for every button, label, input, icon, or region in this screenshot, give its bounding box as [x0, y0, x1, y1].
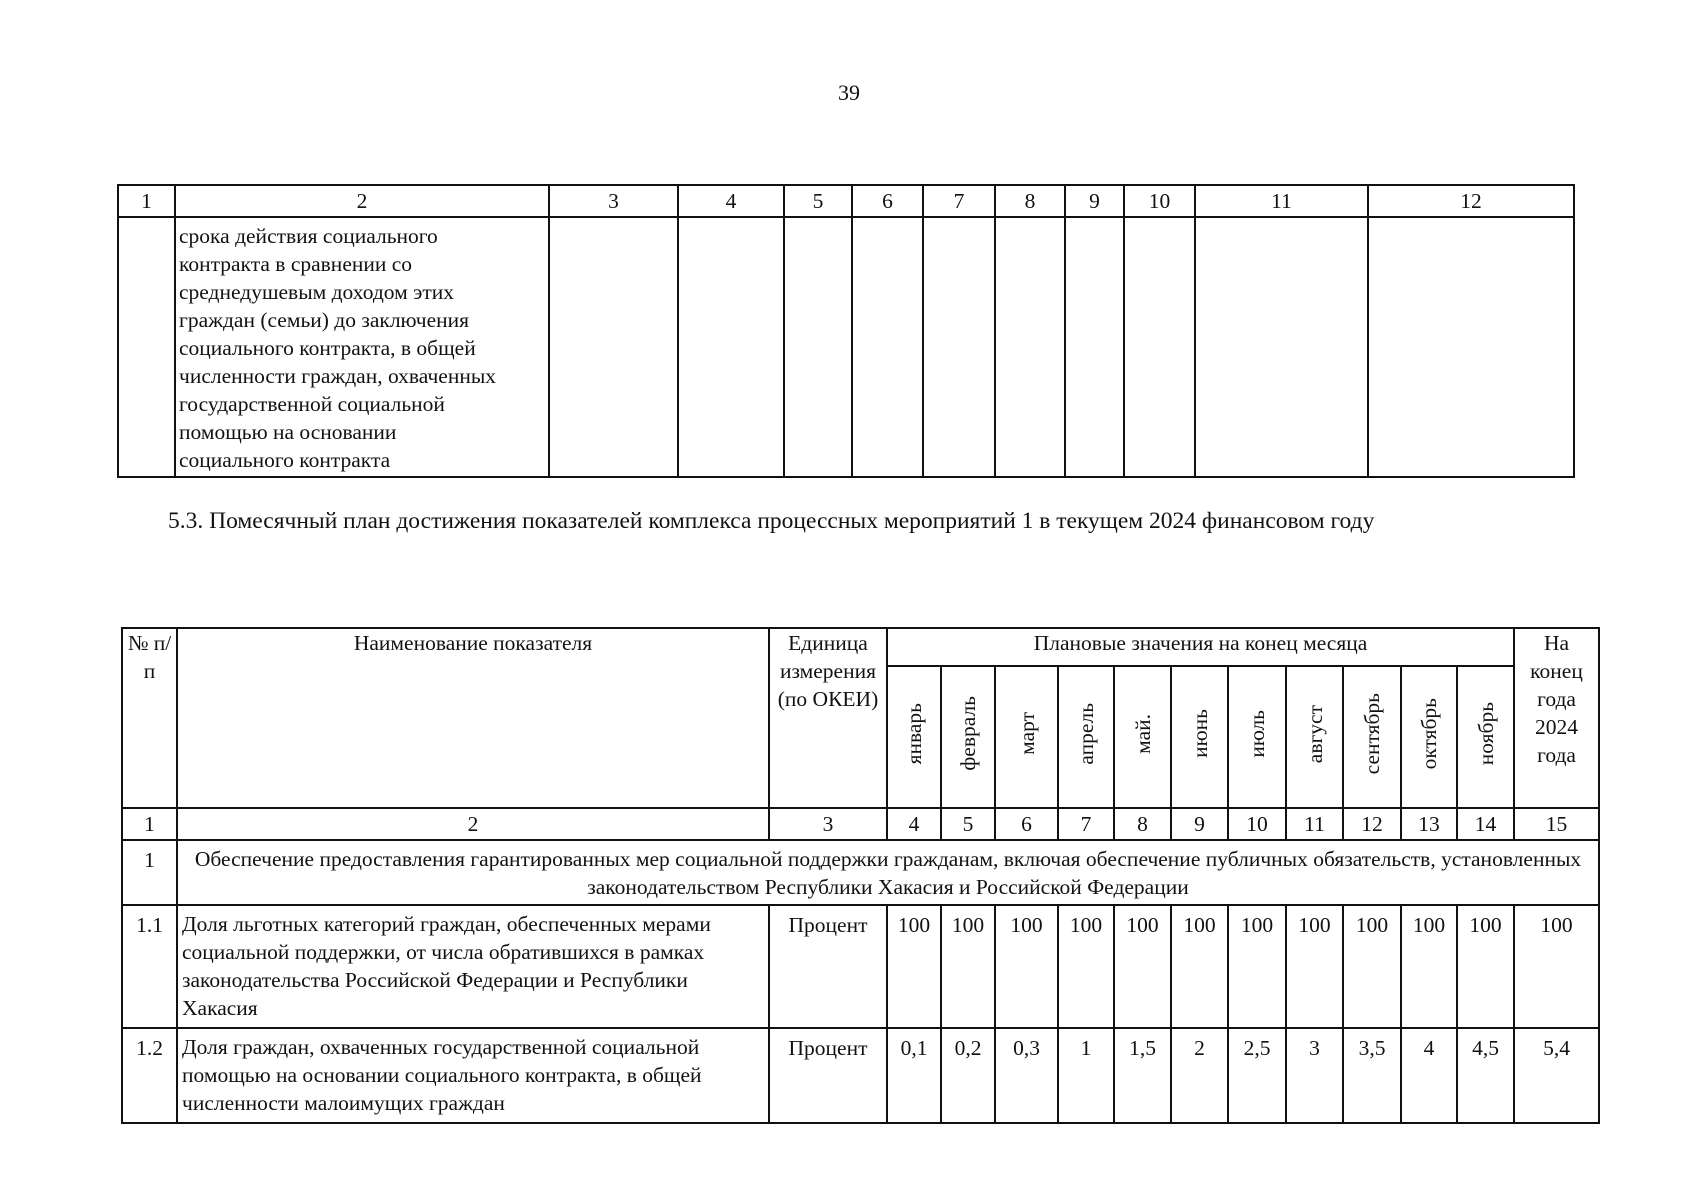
header-year-end: На конец года 2024 года [1514, 628, 1599, 808]
group-number: 1 [122, 840, 177, 905]
section-title: 5.3. Помесячный план достижения показателей комплекса процессных мероприятий 1 в текущем 2024 финансовом году [168, 508, 1375, 534]
month-header-may [1114, 666, 1171, 808]
description-line: среднедушевым доходом этих [179, 280, 454, 304]
value-october: 100 [1401, 905, 1457, 1028]
continued-table-header-row [118, 185, 1574, 217]
column-number-7: 7 [923, 185, 995, 217]
empty-cell [1124, 217, 1195, 477]
value-february: 100 [941, 905, 995, 1028]
header-plan-values: Плановые значения на конец месяца [887, 628, 1514, 666]
column-number: 15 [1514, 808, 1599, 840]
month-label: октябрь [1417, 698, 1441, 770]
column-number-4: 4 [678, 185, 784, 217]
group-row [122, 840, 1599, 905]
column-number-9: 9 [1065, 185, 1124, 217]
header-row-number: № п/п [122, 628, 177, 808]
row-number: 1.1 [122, 905, 177, 1028]
column-number: 2 [177, 808, 769, 840]
month-label: июль [1245, 709, 1269, 758]
month-header-april [1058, 666, 1114, 808]
description-line: государственной социальной [179, 392, 445, 416]
column-number: 3 [769, 808, 887, 840]
empty-cell [995, 217, 1065, 477]
indicator-name: Доля граждан, охваченных государственной социальной помощью на основании социального контракта, в общей численности малоимущих граждан [177, 1028, 769, 1123]
value-june: 2 [1171, 1028, 1228, 1123]
column-number: 10 [1228, 808, 1286, 840]
column-number: 8 [1114, 808, 1171, 840]
value-march: 100 [995, 905, 1058, 1028]
continued-table [117, 184, 1575, 478]
column-number-1: 1 [118, 185, 175, 217]
column-number: 6 [995, 808, 1058, 840]
value-may: 100 [1114, 905, 1171, 1028]
column-number-11: 11 [1195, 185, 1368, 217]
value-july: 100 [1228, 905, 1286, 1028]
row-number: 1.2 [122, 1028, 177, 1123]
month-header-february [941, 666, 995, 808]
column-number: 12 [1343, 808, 1401, 840]
column-number-6: 6 [852, 185, 923, 217]
description-line: социального контракта [179, 448, 391, 472]
month-header-march [995, 666, 1058, 808]
description-line: граждан (семьи) до заключения [179, 308, 470, 332]
month-label: февраль [956, 696, 980, 772]
description-line: социального контракта, в общей [179, 336, 476, 360]
value-july: 2,5 [1228, 1028, 1286, 1123]
month-label: июнь [1187, 709, 1212, 759]
column-number-3: 3 [549, 185, 678, 217]
monthly-plan-table [121, 627, 1600, 1124]
value-year-end: 100 [1514, 905, 1599, 1028]
group-title: Обеспечение предоставления гарантированных мер социальной поддержки гражданам, включая обеспечение публичных обязательств, установленных законодательством Республики Хакасия и Российской Федерации [177, 840, 1599, 905]
unit-cell: Процент [769, 1028, 887, 1123]
value-june: 100 [1171, 905, 1228, 1028]
column-numbers-row [122, 808, 1599, 840]
month-header-january [887, 666, 941, 808]
month-label: апрель [1074, 702, 1098, 765]
header-indicator-name: Наименование показателя [177, 628, 769, 808]
continued-table-row [118, 217, 1574, 477]
value-august: 100 [1286, 905, 1343, 1028]
value-october: 4 [1401, 1028, 1457, 1123]
column-number-5: 5 [784, 185, 852, 217]
monthly-table-header [122, 628, 1599, 666]
column-number-2: 2 [175, 185, 549, 217]
value-year-end: 5,4 [1514, 1028, 1599, 1123]
value-april: 1 [1058, 1028, 1114, 1123]
value-february: 0,2 [941, 1028, 995, 1123]
indicator-name: Доля льготных категорий граждан, обеспеченных мерами социальной поддержки, от числа обратившихся в рамках законодательства Российской Федерации и Республики Хакасия [177, 905, 769, 1028]
month-header-october [1401, 666, 1457, 808]
value-september: 100 [1343, 905, 1401, 1028]
month-label: март [1014, 712, 1039, 756]
column-number: 5 [941, 808, 995, 840]
month-header-september [1343, 666, 1401, 808]
description-line: помощью на основании [179, 420, 397, 444]
table-row [122, 905, 1599, 1028]
column-number: 11 [1286, 808, 1343, 840]
column-number-12: 12 [1368, 185, 1574, 217]
description-line: контракта в сравнении со [179, 252, 413, 276]
month-label: август [1302, 704, 1327, 763]
month-header-june [1171, 666, 1228, 808]
empty-cell [1368, 217, 1574, 477]
value-november: 100 [1457, 905, 1514, 1028]
value-november: 4,5 [1457, 1028, 1514, 1123]
month-label: ноябрь [1473, 702, 1498, 766]
empty-cell [118, 217, 175, 477]
value-january: 0,1 [887, 1028, 941, 1123]
value-april: 100 [1058, 905, 1114, 1028]
value-january: 100 [887, 905, 941, 1028]
column-number-10: 10 [1124, 185, 1195, 217]
month-header-august [1286, 666, 1343, 808]
month-label: январь [902, 703, 926, 765]
value-may: 1,5 [1114, 1028, 1171, 1123]
empty-cell [678, 217, 784, 477]
column-number: 13 [1401, 808, 1457, 840]
table-row [122, 1028, 1599, 1123]
empty-cell [1065, 217, 1124, 477]
unit-cell: Процент [769, 905, 887, 1028]
description-line: численности граждан, охваченных [179, 364, 497, 388]
column-number: 14 [1457, 808, 1514, 840]
month-label: сентябрь [1360, 693, 1384, 775]
month-header-november [1457, 666, 1514, 808]
empty-cell [1195, 217, 1368, 477]
page-number: 39 [838, 80, 860, 105]
column-number-8: 8 [995, 185, 1065, 217]
description-line: срока действия социального [179, 224, 438, 248]
value-september: 3,5 [1343, 1028, 1401, 1123]
column-number: 7 [1058, 808, 1114, 840]
empty-cell [852, 217, 923, 477]
month-label: май. [1130, 713, 1155, 754]
column-number: 1 [122, 808, 177, 840]
value-march: 0,3 [995, 1028, 1058, 1123]
header-unit: Единица измерения (по ОКЕИ) [769, 628, 887, 808]
month-header-july [1228, 666, 1286, 808]
column-number: 4 [887, 808, 941, 840]
empty-cell [784, 217, 852, 477]
indicator-description [175, 217, 549, 477]
value-august: 3 [1286, 1028, 1343, 1123]
column-number: 9 [1171, 808, 1228, 840]
empty-cell [923, 217, 995, 477]
empty-cell [549, 217, 678, 477]
